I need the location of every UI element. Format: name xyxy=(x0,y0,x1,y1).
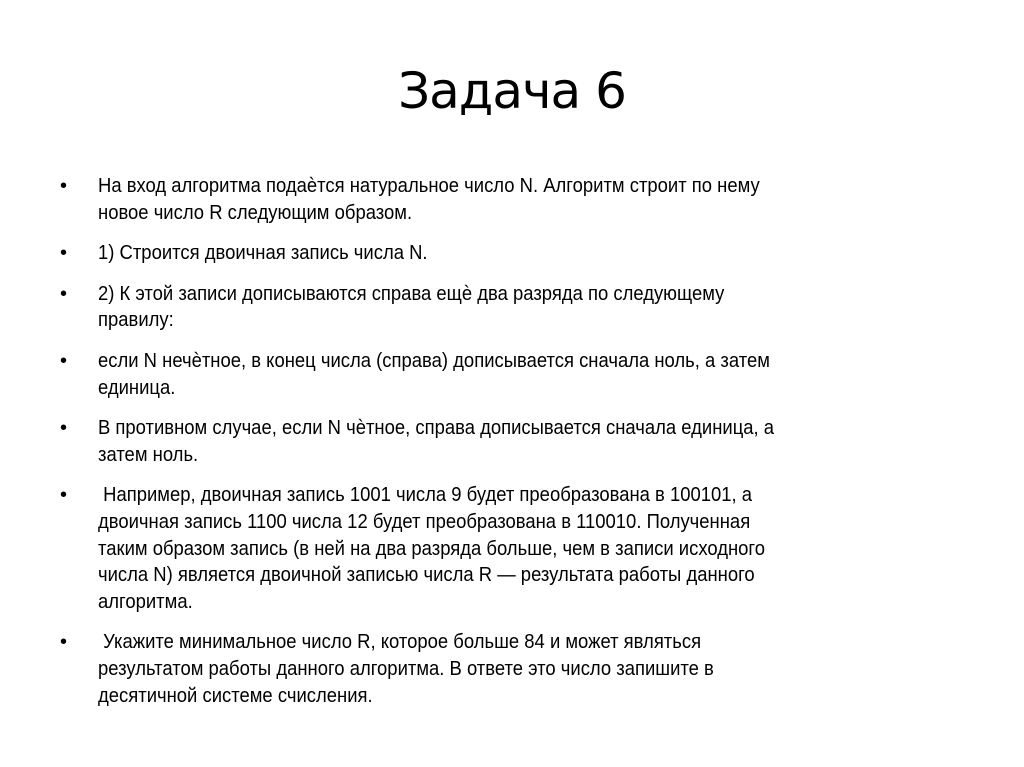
bullet-icon: • xyxy=(60,282,68,305)
bullet-text-line: единица. xyxy=(98,375,176,399)
bullet-icon: • xyxy=(60,349,68,372)
bullet-item xyxy=(60,482,980,615)
bullet-item xyxy=(60,240,980,267)
bullet-text-line: результатом работы данного алгоритма. В ответе это число запишите в xyxy=(98,656,714,680)
bullet-icon: • xyxy=(60,484,68,507)
bullet-text-line: На вход алгоритма подаѐтся натуральное число N. Алгоритм строит по нему xyxy=(98,174,760,197)
bullet-icon: • xyxy=(60,175,68,197)
bullet-icon: • xyxy=(60,242,68,265)
bullet-text-line: если N нечѐтное, в конец числа (справа) дописывается сначала ноль, а затем xyxy=(98,348,770,372)
bullet-text-line: числа N) является двоичной записью числа R — результата работы данного xyxy=(98,563,755,587)
bullet-text-line: 1) Строится двоичная запись числа N. xyxy=(98,241,428,265)
bullet-text-line: 2) К этой записи дописываются справа ещѐ два разряда по следующему xyxy=(98,281,725,305)
bullet-item xyxy=(60,629,980,709)
bullet-icon: • xyxy=(60,417,68,440)
bullet-text-line: правилу: xyxy=(98,308,174,332)
bullet-text-line: Например, двоичная запись 1001 числа 9 будет преобразована в 100101, а xyxy=(98,483,753,507)
bullet-list xyxy=(60,173,980,723)
bullet-item xyxy=(60,281,980,334)
bullet-text-line: Укажите минимальное число R, которое больше 84 и может являться xyxy=(98,630,702,654)
bullet-text-line: В противном случае, если N чѐтное, справа дописывается сначала единица, а xyxy=(98,416,775,440)
bullet-text-line: двоичная запись 1100 числа 12 будет преобразована в 110010. Полученная xyxy=(98,509,751,533)
bullet-text-line: алгоритма. xyxy=(98,589,193,613)
bullet-text-line: десятичной системе счисления. xyxy=(98,683,373,707)
bullet-item xyxy=(60,173,980,226)
slide-title: Задача 6 xyxy=(398,62,626,120)
bullet-icon: • xyxy=(60,631,68,654)
bullet-item xyxy=(60,415,980,468)
bullet-text-line: затем ноль. xyxy=(98,442,199,466)
bullet-text-line: таким образом запись (в ней на два разряда больше, чем в записи исходного xyxy=(98,536,765,560)
bullet-text-line: новое число R следующим образом. xyxy=(98,200,413,224)
bullet-item xyxy=(60,348,980,401)
